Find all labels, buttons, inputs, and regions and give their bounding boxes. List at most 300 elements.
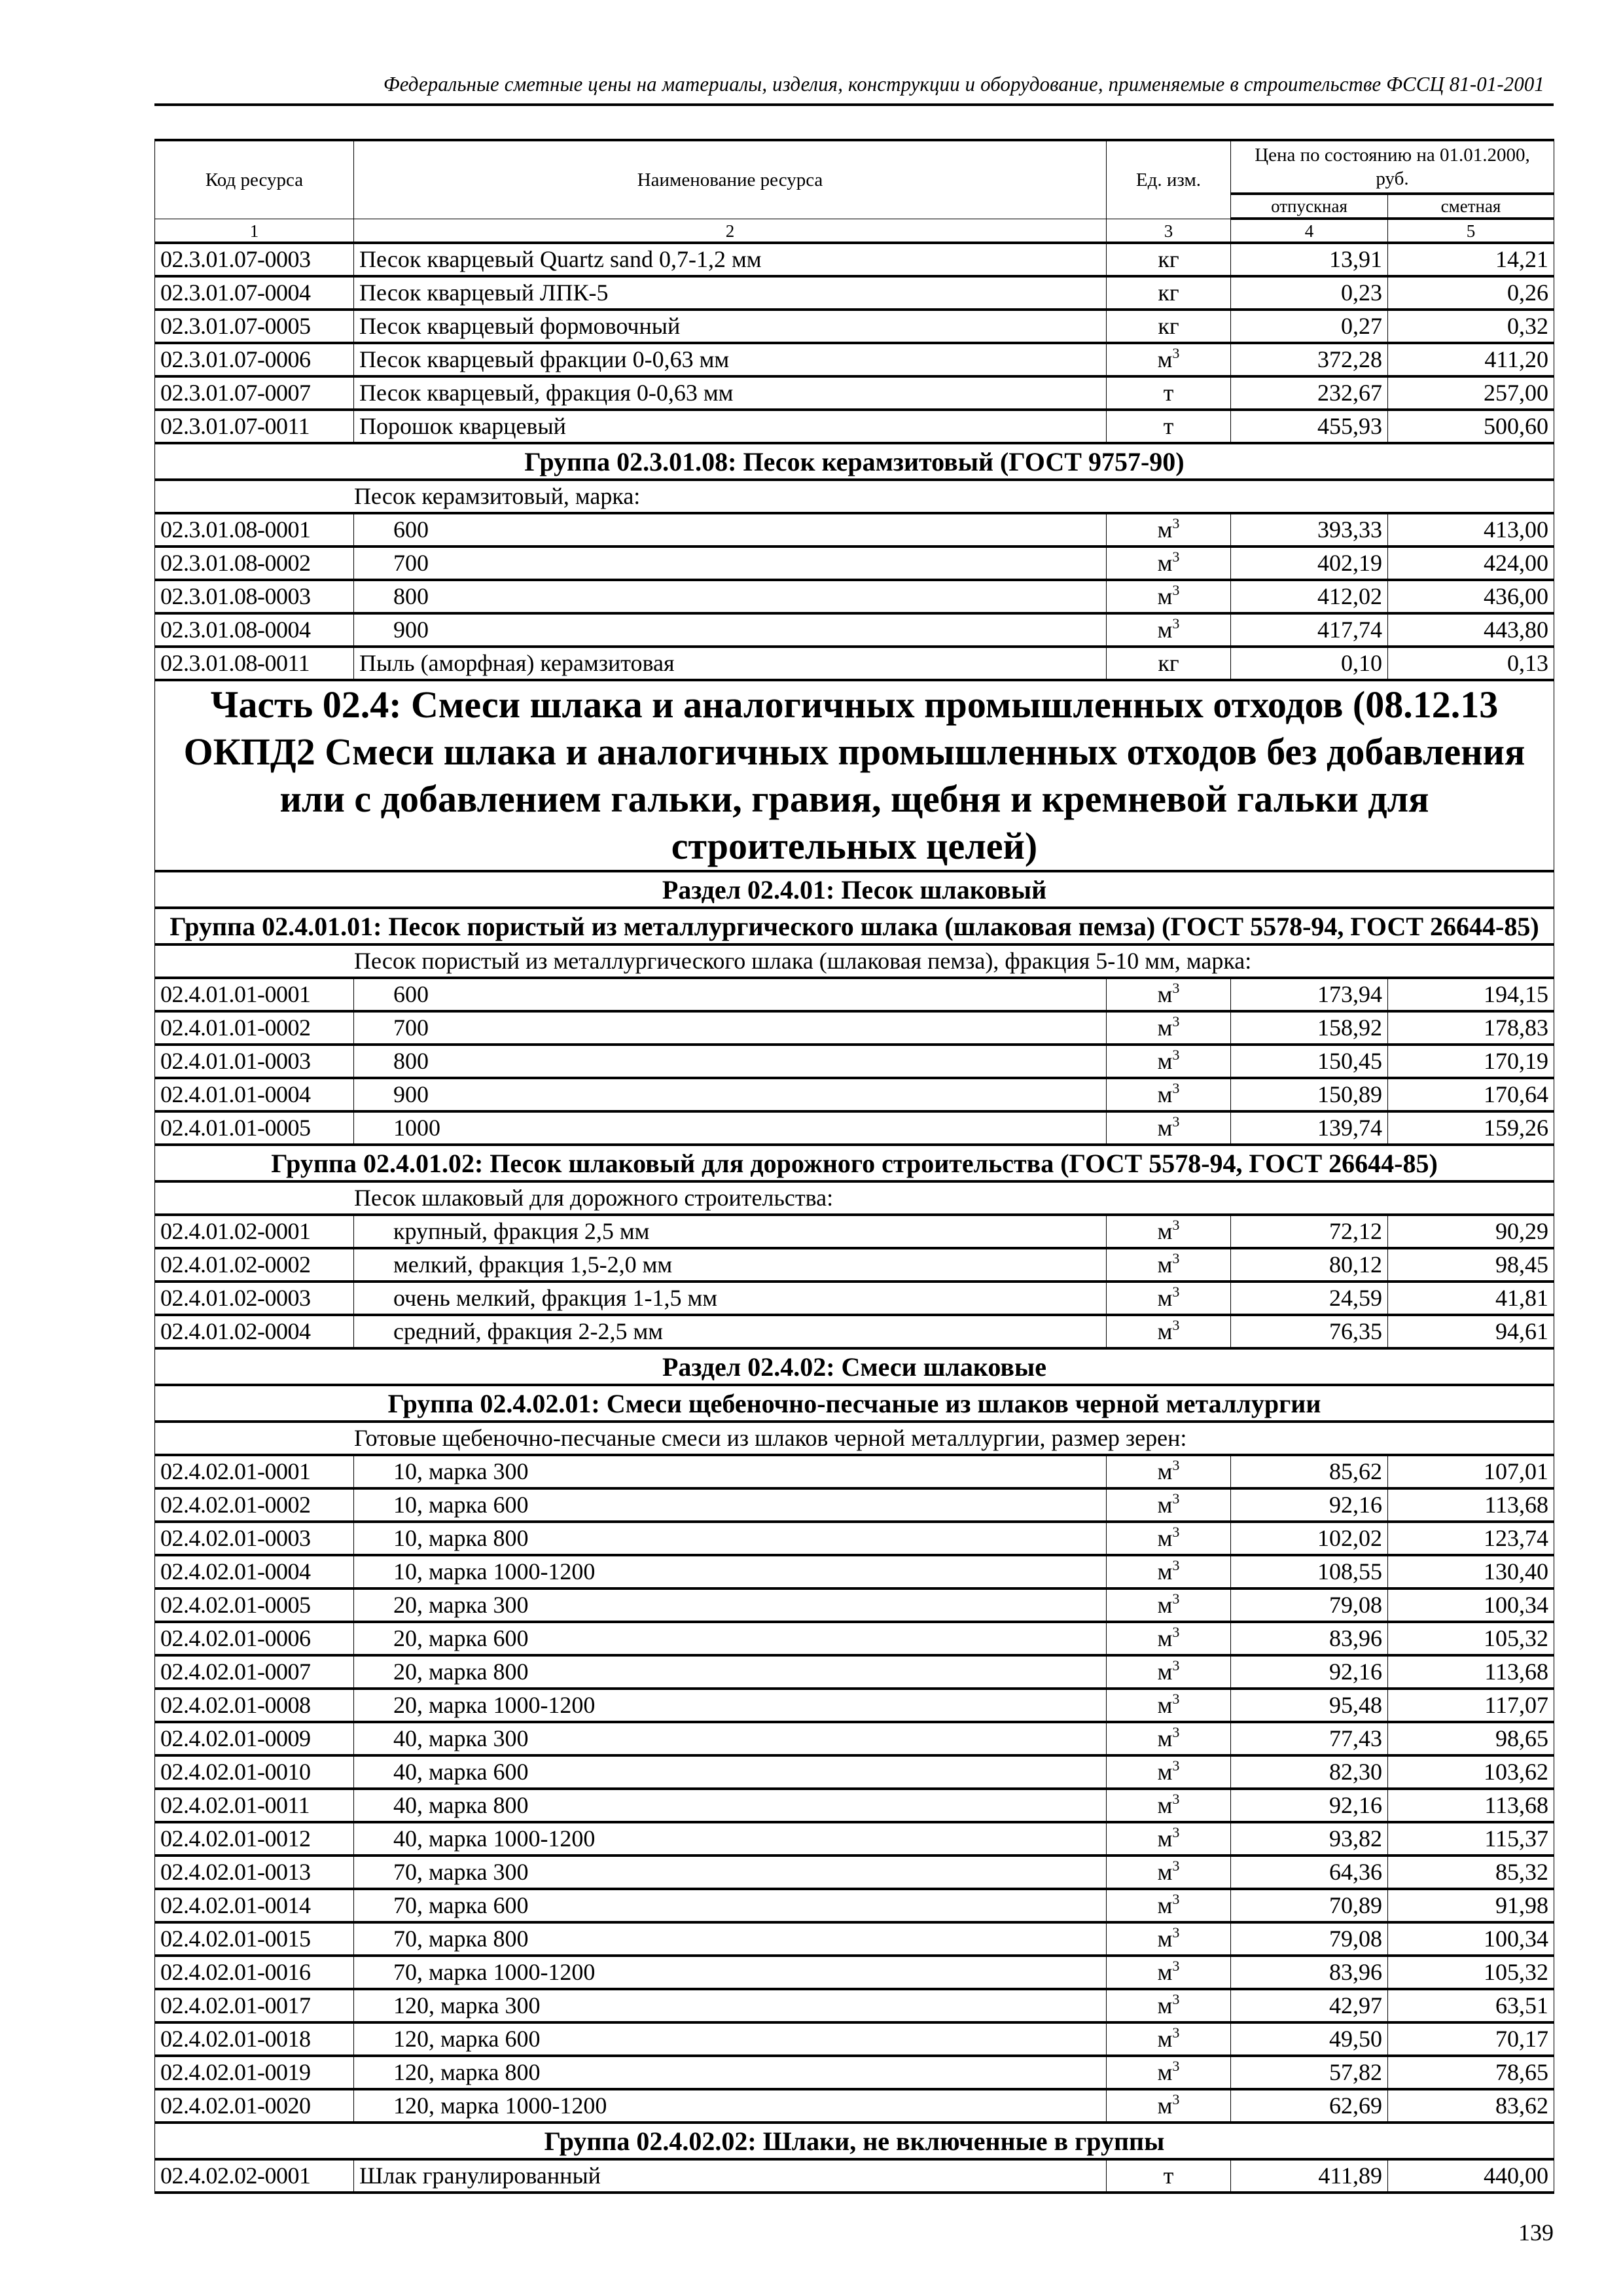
header-price-group: Цена по состоянию на 01.01.2000, руб. (1231, 140, 1554, 194)
table-row (155, 580, 1554, 613)
group-heading: Группа 02.4.02.02: Шлаки, не включенные в группы (155, 2123, 1554, 2159)
unit-of-measure (1107, 580, 1231, 613)
unit-superscript: 3 (1172, 1791, 1180, 1807)
price-release: 92,16 (1231, 1655, 1388, 1689)
resource-name: Песок кварцевый ЛПК-5 (354, 276, 1107, 310)
price-release: 95,48 (1231, 1689, 1388, 1722)
header-code: Код ресурса (155, 140, 354, 219)
unit-of-measure (1107, 1011, 1231, 1045)
table-row (155, 1989, 1554, 2022)
group-heading-row (155, 443, 1554, 480)
unit-of-measure (1107, 1248, 1231, 1282)
price-estimate: 436,00 (1388, 580, 1554, 613)
unit-superscript: 3 (1172, 1590, 1180, 1607)
table-row (155, 243, 1554, 276)
table-row (155, 1215, 1554, 1248)
resource-code: 02.4.02.01-0002 (155, 1488, 354, 1522)
price-release: 79,08 (1231, 1922, 1388, 1956)
price-release: 150,89 (1231, 1078, 1388, 1111)
resource-code: 02.4.02.01-0005 (155, 1588, 354, 1622)
unit-of-measure (1107, 276, 1231, 310)
price-release: 150,45 (1231, 1045, 1388, 1078)
unit-superscript: 3 (1172, 1013, 1180, 1030)
subheading: Песок пористый из металлургического шлака (шлаковая пемза), фракция 5-10 мм, марка: (354, 948, 1252, 974)
table-row (155, 1078, 1554, 1111)
price-estimate: 105,32 (1388, 1956, 1554, 1989)
subheading: Песок керамзитовый, марка: (354, 483, 641, 509)
table-row (155, 1588, 1554, 1622)
unit-of-measure (1107, 243, 1231, 276)
resource-name: 40, марка 600 (354, 1755, 1107, 1789)
price-estimate: 98,45 (1388, 1248, 1554, 1282)
table-row (155, 513, 1554, 547)
group-heading-row (155, 2123, 1554, 2159)
resource-code: 02.4.02.01-0020 (155, 2089, 354, 2123)
unit-text: м (1157, 1558, 1173, 1585)
resource-code: 02.3.01.07-0011 (155, 410, 354, 443)
resource-code: 02.4.02.01-0018 (155, 2022, 354, 2056)
table-row (155, 1011, 1554, 1045)
resource-name: 70, марка 300 (354, 1856, 1107, 1889)
unit-superscript: 3 (1172, 1724, 1180, 1740)
group-heading-row (155, 871, 1554, 908)
unit-of-measure (1107, 1889, 1231, 1922)
unit-superscript: 3 (1172, 1490, 1180, 1507)
resource-name: 40, марка 300 (354, 1722, 1107, 1755)
price-estimate: 130,40 (1388, 1555, 1554, 1588)
unit-of-measure (1107, 1755, 1231, 1789)
price-estimate: 113,68 (1388, 1789, 1554, 1822)
table-row (155, 1522, 1554, 1555)
price-estimate: 115,37 (1388, 1822, 1554, 1856)
resource-name: крупный, фракция 2,5 мм (354, 1215, 1107, 1248)
unit-superscript: 3 (1172, 2091, 1180, 2108)
unit-superscript: 3 (1172, 1691, 1180, 1707)
unit-text: кг (1158, 313, 1179, 339)
unit-text: кг (1158, 650, 1179, 676)
unit-superscript: 3 (1172, 1457, 1180, 1473)
price-release: 0,23 (1231, 276, 1388, 310)
resource-code: 02.4.02.02-0001 (155, 2159, 354, 2193)
resource-name: 70, марка 600 (354, 1889, 1107, 1922)
price-release: 57,82 (1231, 2056, 1388, 2089)
unit-of-measure (1107, 513, 1231, 547)
price-estimate: 100,34 (1388, 1922, 1554, 1956)
resource-name: 40, марка 800 (354, 1789, 1107, 1822)
resource-name: 70, марка 800 (354, 1922, 1107, 1956)
price-release: 158,92 (1231, 1011, 1388, 1045)
table-header (155, 140, 1554, 243)
price-release: 76,35 (1231, 1315, 1388, 1348)
table-row (155, 1111, 1554, 1145)
unit-superscript: 3 (1172, 1991, 1180, 2007)
unit-of-measure (1107, 1045, 1231, 1078)
resource-code: 02.3.01.07-0007 (155, 376, 354, 410)
price-estimate: 70,17 (1388, 2022, 1554, 2056)
table-row (155, 978, 1554, 1011)
table-row (155, 1689, 1554, 1722)
resource-name: 70, марка 1000-1200 (354, 1956, 1107, 1989)
resource-name: 10, марка 300 (354, 1455, 1107, 1488)
unit-of-measure (1107, 1078, 1231, 1111)
unit-superscript: 3 (1172, 1047, 1180, 1063)
table-row (155, 1856, 1554, 1889)
unit-of-measure (1107, 1282, 1231, 1315)
part-heading: Часть 02.4: Смеси шлака и аналогичных промышленных отходов (08.12.13 ОКПД2 Смеси шлака и аналогичных промышленных отходов без добавления или с добавлением гальки, гравия, щебня и кремневой гальки для строительных целей) (155, 680, 1554, 871)
table-row (155, 1755, 1554, 1789)
resource-name: Песок кварцевый Quartz sand 0,7-1,2 мм (354, 243, 1107, 276)
resource-name: 120, марка 300 (354, 1989, 1107, 2022)
unit-of-measure (1107, 1315, 1231, 1348)
group-heading: Группа 02.4.01.01: Песок пористый из металлургического шлака (шлаковая пемза) (ГОСТ 5578-94, ГОСТ 26644-85) (155, 908, 1554, 944)
price-release: 455,93 (1231, 410, 1388, 443)
resource-name: Песок кварцевый фракции 0-0,63 мм (354, 343, 1107, 376)
unit-text: м (1157, 1692, 1173, 1718)
resource-name: 900 (354, 1078, 1107, 1111)
price-release: 42,97 (1231, 1989, 1388, 2022)
unit-superscript: 3 (1172, 1757, 1180, 1774)
unit-text: м (1157, 1115, 1173, 1141)
resource-code: 02.3.01.08-0011 (155, 647, 354, 680)
price-release: 92,16 (1231, 1789, 1388, 1822)
unit-superscript: 3 (1172, 1080, 1180, 1096)
resource-code: 02.4.02.01-0011 (155, 1789, 354, 1822)
subheading: Готовые щебеночно-песчаные смеси из шлаков черной металлургии, размер зерен: (354, 1425, 1187, 1451)
resource-code: 02.3.01.08-0004 (155, 613, 354, 647)
unit-of-measure (1107, 547, 1231, 580)
unit-superscript: 3 (1172, 345, 1180, 361)
resource-name: 20, марка 1000-1200 (354, 1689, 1107, 1722)
price-estimate: 100,34 (1388, 1588, 1554, 1622)
unit-of-measure (1107, 1522, 1231, 1555)
group-heading-row (155, 908, 1554, 944)
price-release: 64,36 (1231, 1856, 1388, 1889)
table-row (155, 310, 1554, 343)
unit-superscript: 3 (1172, 1250, 1180, 1266)
resource-code: 02.4.02.01-0004 (155, 1555, 354, 1588)
price-estimate: 194,15 (1388, 978, 1554, 1011)
unit-of-measure (1107, 1856, 1231, 1889)
unit-text: м (1157, 617, 1173, 643)
price-release: 82,30 (1231, 1755, 1388, 1789)
unit-of-measure (1107, 1789, 1231, 1822)
price-estimate: 424,00 (1388, 547, 1554, 580)
unit-of-measure (1107, 1622, 1231, 1655)
resource-name: 20, марка 800 (354, 1655, 1107, 1689)
resource-code: 02.3.01.07-0006 (155, 343, 354, 376)
group-heading-row (155, 1145, 1554, 1181)
group-heading-row (155, 1348, 1554, 1385)
table-row (155, 1956, 1554, 1989)
resource-code: 02.4.02.01-0013 (155, 1856, 354, 1889)
table-row (155, 376, 1554, 410)
price-release: 83,96 (1231, 1622, 1388, 1655)
unit-superscript: 3 (1172, 1857, 1180, 1874)
price-estimate: 14,21 (1388, 243, 1554, 276)
price-estimate: 105,32 (1388, 1622, 1554, 1655)
part-heading-row (155, 680, 1554, 871)
unit-text: м (1157, 516, 1173, 543)
resource-name: 1000 (354, 1111, 1107, 1145)
table-row (155, 547, 1554, 580)
unit-of-measure (1107, 647, 1231, 680)
resource-code: 02.4.01.02-0002 (155, 1248, 354, 1282)
resource-name: очень мелкий, фракция 1-1,5 мм (354, 1282, 1107, 1315)
price-estimate: 41,81 (1388, 1282, 1554, 1315)
unit-of-measure (1107, 1655, 1231, 1689)
price-release: 402,19 (1231, 547, 1388, 580)
table-row (155, 276, 1554, 310)
unit-text: т (1163, 2162, 1174, 2189)
unit-superscript: 3 (1172, 1624, 1180, 1640)
resource-name: 700 (354, 1011, 1107, 1045)
unit-text: м (1157, 583, 1173, 609)
unit-superscript: 3 (1172, 980, 1180, 996)
unit-text: м (1157, 1792, 1173, 1818)
resource-code: 02.4.02.01-0012 (155, 1822, 354, 1856)
unit-text: м (1157, 1759, 1173, 1785)
resource-name: Пыль (аморфная) керамзитовая (354, 647, 1107, 680)
column-number: 1 (155, 219, 354, 243)
table-row (155, 1622, 1554, 1655)
price-estimate: 170,19 (1388, 1045, 1554, 1078)
resource-name: 120, марка 1000-1200 (354, 2089, 1107, 2123)
price-estimate: 91,98 (1388, 1889, 1554, 1922)
resource-code: 02.4.02.01-0016 (155, 1956, 354, 1989)
table-row (155, 1488, 1554, 1522)
table-row (155, 613, 1554, 647)
resource-code: 02.4.02.01-0003 (155, 1522, 354, 1555)
resource-name: средний, фракция 2-2,5 мм (354, 1315, 1107, 1348)
unit-superscript: 3 (1172, 1924, 1180, 1941)
unit-of-measure (1107, 2089, 1231, 2123)
unit-text: м (1157, 346, 1173, 372)
unit-of-measure (1107, 376, 1231, 410)
table-row (155, 1889, 1554, 1922)
subheading-row (155, 1181, 1554, 1215)
price-estimate: 113,68 (1388, 1655, 1554, 1689)
unit-superscript: 3 (1172, 2058, 1180, 2074)
price-estimate: 178,83 (1388, 1011, 1554, 1045)
resource-code: 02.4.01.01-0002 (155, 1011, 354, 1045)
table-row (155, 1455, 1554, 1488)
table-row (155, 1922, 1554, 1956)
unit-superscript: 3 (1172, 548, 1180, 565)
table-row (155, 2056, 1554, 2089)
unit-text: кг (1158, 246, 1179, 272)
price-release: 372,28 (1231, 343, 1388, 376)
unit-of-measure (1107, 978, 1231, 1011)
price-release: 0,10 (1231, 647, 1388, 680)
resource-name: 600 (354, 513, 1107, 547)
unit-text: м (1157, 1492, 1173, 1518)
price-estimate: 0,32 (1388, 310, 1554, 343)
unit-superscript: 3 (1172, 2024, 1180, 2041)
unit-text: м (1157, 1625, 1173, 1651)
resource-code: 02.3.01.07-0003 (155, 243, 354, 276)
resource-name: 40, марка 1000-1200 (354, 1822, 1107, 1856)
unit-of-measure (1107, 1722, 1231, 1755)
unit-text: м (1157, 1992, 1173, 2018)
unit-of-measure (1107, 1588, 1231, 1622)
price-estimate: 0,26 (1388, 276, 1554, 310)
unit-text: м (1157, 1959, 1173, 1985)
unit-text: м (1157, 981, 1173, 1007)
price-release: 93,82 (1231, 1822, 1388, 1856)
unit-of-measure (1107, 2159, 1231, 2193)
unit-text: м (1157, 1014, 1173, 1041)
header-price-release: отпускная (1231, 194, 1388, 219)
price-estimate: 0,13 (1388, 647, 1554, 680)
unit-superscript: 3 (1172, 1524, 1180, 1540)
unit-text: м (1157, 1859, 1173, 1885)
column-number: 5 (1388, 219, 1554, 243)
price-estimate: 413,00 (1388, 513, 1554, 547)
resource-name: 700 (354, 547, 1107, 580)
unit-text: м (1157, 1081, 1173, 1107)
price-estimate: 103,62 (1388, 1755, 1554, 1789)
price-release: 83,96 (1231, 1956, 1388, 1989)
price-estimate: 63,51 (1388, 1989, 1554, 2022)
resource-code: 02.4.02.01-0009 (155, 1722, 354, 1755)
resource-code: 02.4.02.01-0010 (155, 1755, 354, 1789)
price-estimate: 107,01 (1388, 1455, 1554, 1488)
resource-code: 02.4.02.01-0008 (155, 1689, 354, 1722)
price-release: 80,12 (1231, 1248, 1388, 1282)
unit-of-measure (1107, 613, 1231, 647)
header-rule (154, 103, 1554, 106)
resource-name: мелкий, фракция 1,5-2,0 мм (354, 1248, 1107, 1282)
unit-of-measure (1107, 1922, 1231, 1956)
resource-code: 02.3.01.07-0004 (155, 276, 354, 310)
unit-superscript: 3 (1172, 615, 1180, 632)
table-row (155, 647, 1554, 680)
resource-code: 02.4.01.02-0001 (155, 1215, 354, 1248)
unit-superscript: 3 (1172, 1317, 1180, 1333)
resource-code: 02.3.01.07-0005 (155, 310, 354, 343)
table-row (155, 1248, 1554, 1282)
price-estimate: 159,26 (1388, 1111, 1554, 1145)
unit-of-measure (1107, 1488, 1231, 1522)
unit-of-measure (1107, 1111, 1231, 1145)
price-release: 85,62 (1231, 1455, 1388, 1488)
unit-text: м (1157, 1048, 1173, 1074)
resource-code: 02.4.01.02-0004 (155, 1315, 354, 1348)
table-body (155, 243, 1554, 2193)
group-heading-row (155, 1385, 1554, 1422)
table-row (155, 2089, 1554, 2123)
price-release: 72,12 (1231, 1215, 1388, 1248)
unit-text: м (1157, 1525, 1173, 1551)
price-table (154, 139, 1554, 2194)
resource-name: 900 (354, 613, 1107, 647)
unit-of-measure (1107, 1455, 1231, 1488)
subheading: Песок шлаковый для дорожного строительства: (354, 1185, 834, 1211)
price-estimate: 113,68 (1388, 1488, 1554, 1522)
unit-text: м (1157, 1318, 1173, 1344)
table-row (155, 1045, 1554, 1078)
unit-text: м (1157, 1218, 1173, 1244)
running-header: Федеральные сметные цены на материалы, изделия, конструкции и оборудование, применяемые в строительстве ФССЦ 81-01-2001 (383, 72, 1544, 96)
unit-of-measure (1107, 310, 1231, 343)
resource-code: 02.4.02.01-0007 (155, 1655, 354, 1689)
unit-of-measure (1107, 1689, 1231, 1722)
resource-code: 02.3.01.08-0002 (155, 547, 354, 580)
resource-name: 120, марка 600 (354, 2022, 1107, 2056)
price-estimate: 440,00 (1388, 2159, 1554, 2193)
price-release: 49,50 (1231, 2022, 1388, 2056)
unit-of-measure (1107, 2056, 1231, 2089)
price-release: 70,89 (1231, 1889, 1388, 1922)
unit-text: м (1157, 1458, 1173, 1484)
resource-code: 02.4.02.01-0019 (155, 2056, 354, 2089)
resource-code: 02.4.02.01-0001 (155, 1455, 354, 1488)
price-estimate: 85,32 (1388, 1856, 1554, 1889)
column-number: 4 (1231, 219, 1388, 243)
price-estimate: 117,07 (1388, 1689, 1554, 1722)
unit-text: м (1157, 2059, 1173, 2085)
unit-of-measure (1107, 410, 1231, 443)
price-release: 102,02 (1231, 1522, 1388, 1555)
resource-name: Песок кварцевый формовочный (354, 310, 1107, 343)
resource-code: 02.4.01.01-0003 (155, 1045, 354, 1078)
unit-of-measure (1107, 343, 1231, 376)
price-release: 0,27 (1231, 310, 1388, 343)
unit-text: м (1157, 550, 1173, 576)
price-release: 232,67 (1231, 376, 1388, 410)
unit-of-measure (1107, 2022, 1231, 2056)
price-release: 92,16 (1231, 1488, 1388, 1522)
resource-name: 20, марка 600 (354, 1622, 1107, 1655)
subheading-row (155, 480, 1554, 513)
header-price-estimate: сметная (1388, 194, 1554, 219)
unit-of-measure (1107, 1215, 1231, 1248)
table-row (155, 2022, 1554, 2056)
price-release: 173,94 (1231, 978, 1388, 1011)
unit-text: м (1157, 1285, 1173, 1311)
unit-superscript: 3 (1172, 1824, 1180, 1840)
price-release: 412,02 (1231, 580, 1388, 613)
page-number: 139 (1518, 2219, 1554, 2246)
resource-name: 10, марка 600 (354, 1488, 1107, 1522)
price-estimate: 78,65 (1388, 2056, 1554, 2089)
price-release: 393,33 (1231, 513, 1388, 547)
unit-of-measure (1107, 1956, 1231, 1989)
price-release: 62,69 (1231, 2089, 1388, 2123)
table-row (155, 1789, 1554, 1822)
table-row (155, 410, 1554, 443)
unit-of-measure (1107, 1989, 1231, 2022)
table-row (155, 2159, 1554, 2193)
unit-text: т (1163, 413, 1174, 439)
table-row (155, 1282, 1554, 1315)
resource-name: 10, марка 800 (354, 1522, 1107, 1555)
resource-code: 02.4.01.01-0005 (155, 1111, 354, 1145)
resource-code: 02.4.01.02-0003 (155, 1282, 354, 1315)
table-row (155, 1722, 1554, 1755)
table-row (155, 343, 1554, 376)
group-heading: Раздел 02.4.01: Песок шлаковый (155, 871, 1554, 908)
subheading-row (155, 1422, 1554, 1455)
resource-name: 10, марка 1000-1200 (354, 1555, 1107, 1588)
unit-superscript: 3 (1172, 1557, 1180, 1573)
unit-text: кг (1158, 279, 1179, 306)
unit-text: м (1157, 1251, 1173, 1278)
price-estimate: 98,65 (1388, 1722, 1554, 1755)
unit-text: м (1157, 1725, 1173, 1751)
resource-code: 02.3.01.08-0001 (155, 513, 354, 547)
resource-name: Шлак гранулированный (354, 2159, 1107, 2193)
